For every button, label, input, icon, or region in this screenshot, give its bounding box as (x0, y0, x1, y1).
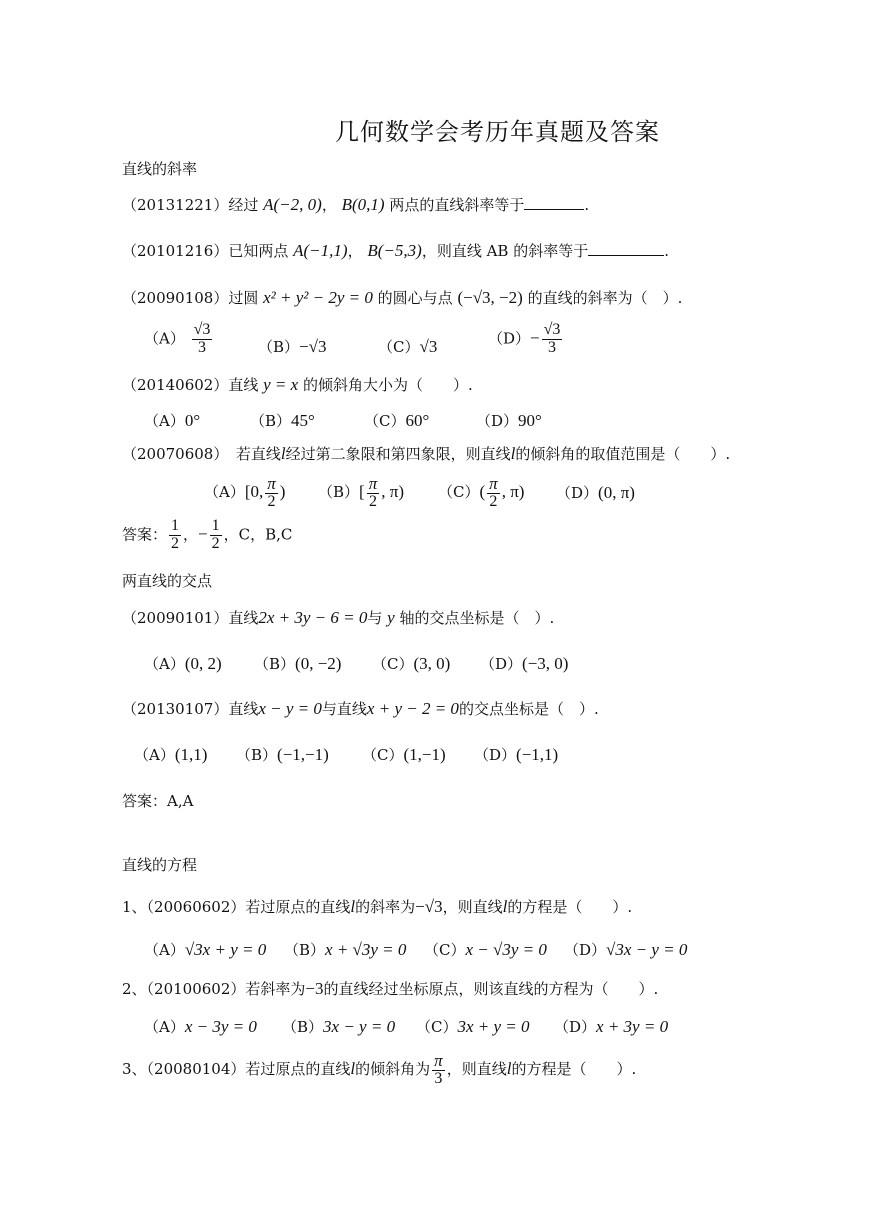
question-mid: 与直线 (321, 700, 367, 718)
point-a: A(−2, 0) (263, 195, 322, 214)
question-20101216 (122, 240, 669, 261)
fraction (169, 518, 181, 553)
line-l: l (350, 897, 356, 916)
question-tail: 轴的交点坐标是（ ）. (399, 609, 555, 627)
option-label: （B） (236, 746, 278, 764)
denominator: 2 (171, 534, 180, 552)
question-code: （20131221）经过 (122, 196, 259, 214)
numerator: π (434, 1051, 443, 1070)
question-20140602 (122, 374, 473, 395)
separator: ， (183, 525, 199, 544)
option-a[interactable] (134, 744, 207, 765)
slope-value: −√3 (415, 897, 443, 916)
point-b: B(−5,3) (367, 241, 422, 260)
option-b[interactable] (282, 1016, 395, 1037)
question-tail: 的方程是（ ）. (511, 1059, 637, 1078)
line-l: l (502, 897, 508, 916)
option-a[interactable] (144, 939, 266, 960)
option-value: (0, −2) (295, 654, 342, 673)
answer-label: 答案： (122, 525, 168, 544)
question-mid2: ，则直线 (446, 1059, 507, 1078)
minus-sign: − (198, 524, 208, 544)
option-c[interactable] (424, 939, 547, 960)
option-label: （A） (134, 746, 175, 764)
question-mid: 的倾斜角为 (355, 1059, 431, 1078)
option-value: 3x + y = 0 (457, 1017, 530, 1036)
option-c[interactable] (438, 475, 524, 511)
option-d[interactable] (476, 410, 542, 431)
option-value: x − 3y = 0 (184, 1017, 257, 1036)
option-value: (0, 2) (184, 654, 222, 673)
fraction (367, 475, 380, 511)
period: . (584, 196, 590, 214)
option-c[interactable] (372, 653, 450, 674)
option-d[interactable] (488, 322, 564, 357)
option-value: (−3, 0) (522, 654, 569, 673)
numerator: π (489, 474, 498, 493)
option-value: √3 (419, 337, 438, 356)
option-a[interactable] (144, 410, 200, 431)
question-20131221 (122, 194, 589, 215)
fraction (210, 518, 222, 553)
denominator: 3 (434, 1069, 443, 1087)
fraction (487, 475, 500, 511)
denominator: 2 (267, 492, 276, 510)
option-d[interactable] (556, 482, 635, 503)
option-value: 0° (184, 411, 201, 430)
option-value: (0, π) (598, 483, 635, 502)
option-label: （D） (556, 484, 599, 502)
fraction (265, 475, 278, 511)
interval-start: [ (359, 481, 365, 501)
section-heading-slope: 直线的斜率 (122, 160, 198, 178)
option-label: （B） (250, 412, 292, 430)
option-label: （D） (554, 1018, 597, 1036)
question-tail: 的直线的斜率为（ ）. (527, 289, 683, 307)
fraction (192, 322, 213, 357)
question-mid: 与 (367, 609, 383, 627)
option-label: （D） (488, 329, 531, 348)
option-d[interactable] (564, 939, 687, 960)
option-label: （B） (284, 941, 326, 959)
question-code: 3、（20080104）若过原点的直线 (122, 1059, 351, 1078)
option-label: （C） (378, 338, 420, 356)
option-value: (3, 0) (413, 654, 451, 673)
option-value: x + 3y = 0 (596, 1017, 669, 1036)
option-c[interactable] (378, 336, 437, 357)
question-20080104 (122, 1052, 636, 1088)
option-value: (−1,1) (516, 745, 559, 764)
question-mid: 经过第二象限和第四象限，则直线 (285, 445, 511, 463)
question-code: （20090101）直线 (122, 609, 259, 627)
option-value: √3x − y = 0 (606, 940, 688, 959)
option-b[interactable] (254, 653, 341, 674)
section-heading-equation: 直线的方程 (122, 856, 198, 874)
option-a[interactable] (144, 1016, 257, 1037)
answer-slope (122, 518, 292, 553)
axis-name: y (387, 608, 395, 627)
fraction (542, 322, 563, 357)
answer-intersection: 答案：A,A (122, 792, 194, 810)
numerator: √3 (193, 321, 211, 338)
option-value: (1,1) (174, 745, 208, 764)
point: (−√3, −2) (457, 288, 523, 307)
option-label: （A） (204, 482, 245, 501)
question-tail: 的交点坐标是（ ）. (458, 700, 599, 718)
separator: ， (321, 196, 337, 214)
interval-end: , π) (381, 481, 404, 501)
answer-rest: ，C，B,C (223, 525, 293, 544)
option-value: 3x − y = 0 (323, 1017, 396, 1036)
line-l: l (350, 1058, 356, 1078)
option-label: （D） (474, 746, 517, 764)
question-code: （20090108）过圆 (122, 289, 259, 307)
option-label: （B） (258, 338, 300, 356)
question-code: 1、（20060602）若过原点的直线 (122, 898, 351, 916)
question-tail: 的倾斜角的取值范围是（ ）. (515, 445, 731, 463)
interval-end: ) (279, 481, 286, 501)
option-b[interactable] (236, 744, 329, 765)
option-a[interactable] (144, 322, 214, 357)
option-label: （C） (438, 482, 480, 501)
question-20070608 (122, 443, 730, 464)
point-b: B(0,1) (341, 195, 385, 214)
option-d[interactable] (480, 653, 568, 674)
numerator: 1 (171, 517, 180, 534)
interval-start: ( (479, 481, 486, 501)
option-label: （A） (144, 1018, 185, 1036)
point-a: A(−1,1) (293, 241, 348, 260)
option-d[interactable] (554, 1016, 668, 1037)
option-label: （A） (144, 329, 185, 348)
option-value: 60° (405, 411, 430, 430)
answer-blank[interactable] (588, 255, 664, 256)
minus-sign: − (530, 328, 540, 348)
option-value: 90° (518, 411, 542, 430)
option-label: （B） (254, 655, 296, 673)
page-title: 几何数学会考历年真题及答案 (335, 118, 660, 146)
option-value: √3x + y = 0 (184, 940, 267, 959)
question-tail: 的直线经过坐标原点，则该直线的方程为（ ）. (323, 980, 659, 998)
question-code: 2、（20100602）若斜率为 (122, 980, 306, 998)
question-mid: 的圆心与点 (377, 289, 453, 307)
question-20060602 (122, 896, 632, 917)
option-a[interactable] (144, 653, 222, 674)
question-code: （20130107）直线 (122, 700, 259, 718)
option-d[interactable] (474, 744, 558, 765)
numerator: π (267, 474, 276, 493)
option-value: (1,−1) (403, 745, 446, 764)
option-label: （A） (144, 412, 185, 430)
option-label: （B） (282, 1018, 324, 1036)
option-label: （B） (318, 482, 360, 501)
denominator: 2 (211, 534, 220, 552)
answer-blank[interactable] (524, 209, 584, 210)
question-tail: 两点的直线斜率等于 (389, 196, 525, 214)
line-equation: y = x (263, 375, 299, 394)
separator: ， (347, 242, 363, 260)
option-value: 45° (291, 411, 315, 430)
line-l: l (510, 444, 516, 463)
question-mid2: ，则直线 (442, 898, 503, 916)
option-label: （A） (144, 941, 185, 959)
question-tail: 的倾斜角大小为（ ）. (302, 376, 473, 394)
denominator: 2 (489, 492, 498, 510)
option-label: （C） (364, 412, 406, 430)
option-c[interactable] (416, 1016, 530, 1037)
option-b[interactable] (250, 410, 315, 431)
line-equation-2: x + y − 2 = 0 (366, 699, 459, 718)
option-label: （A） (144, 655, 185, 673)
question-code: （20140602）直线 (122, 376, 259, 394)
option-b[interactable] (258, 336, 326, 357)
numerator: √3 (543, 321, 561, 338)
option-c[interactable] (364, 410, 429, 431)
denominator: 3 (548, 338, 557, 356)
option-value: (−1,−1) (277, 745, 329, 764)
line-l: l (506, 1058, 512, 1078)
period: . (664, 242, 669, 260)
option-a[interactable] (204, 475, 285, 511)
option-c[interactable] (362, 744, 446, 765)
section-heading-intersection: 两直线的交点 (122, 572, 213, 590)
question-tail: 的方程是（ ）. (507, 898, 633, 916)
option-label: （C） (424, 941, 466, 959)
option-label: （C） (416, 1018, 458, 1036)
option-b[interactable] (284, 939, 406, 960)
question-20090108 (122, 287, 682, 308)
question-mid: 的斜率为 (355, 898, 416, 916)
numerator: 1 (211, 517, 220, 534)
line-equation: 2x + 3y − 6 = 0 (258, 608, 368, 627)
option-label: （D） (564, 941, 607, 959)
question-20090101 (122, 607, 554, 628)
question-code: （20070608） 若直线 (122, 445, 281, 463)
interval-end: , π) (501, 481, 525, 501)
option-label: （C） (372, 655, 414, 673)
circle-equation: x² + y² − 2y = 0 (263, 288, 373, 307)
interval-start: [0, (244, 481, 264, 501)
option-value: x − √3y = 0 (465, 940, 547, 959)
line-equation-1: x − y = 0 (258, 699, 322, 718)
option-label: （D） (480, 655, 523, 673)
denominator: 3 (198, 338, 207, 356)
numerator: π (368, 474, 378, 493)
option-b[interactable] (318, 475, 404, 511)
line-l: l (280, 444, 286, 463)
question-code: （20101216）已知两点 (122, 242, 289, 260)
option-label: （C） (362, 746, 404, 764)
slope-value: −3 (305, 979, 324, 998)
question-20130107 (122, 698, 599, 719)
denominator: 2 (368, 492, 377, 510)
option-value: −√3 (299, 337, 327, 356)
option-label: （D） (476, 412, 519, 430)
question-tail: ，则直线 AB 的斜率等于 (421, 242, 589, 260)
question-20100602 (122, 978, 658, 999)
fraction (432, 1052, 445, 1088)
option-value: x + √3y = 0 (325, 940, 407, 959)
